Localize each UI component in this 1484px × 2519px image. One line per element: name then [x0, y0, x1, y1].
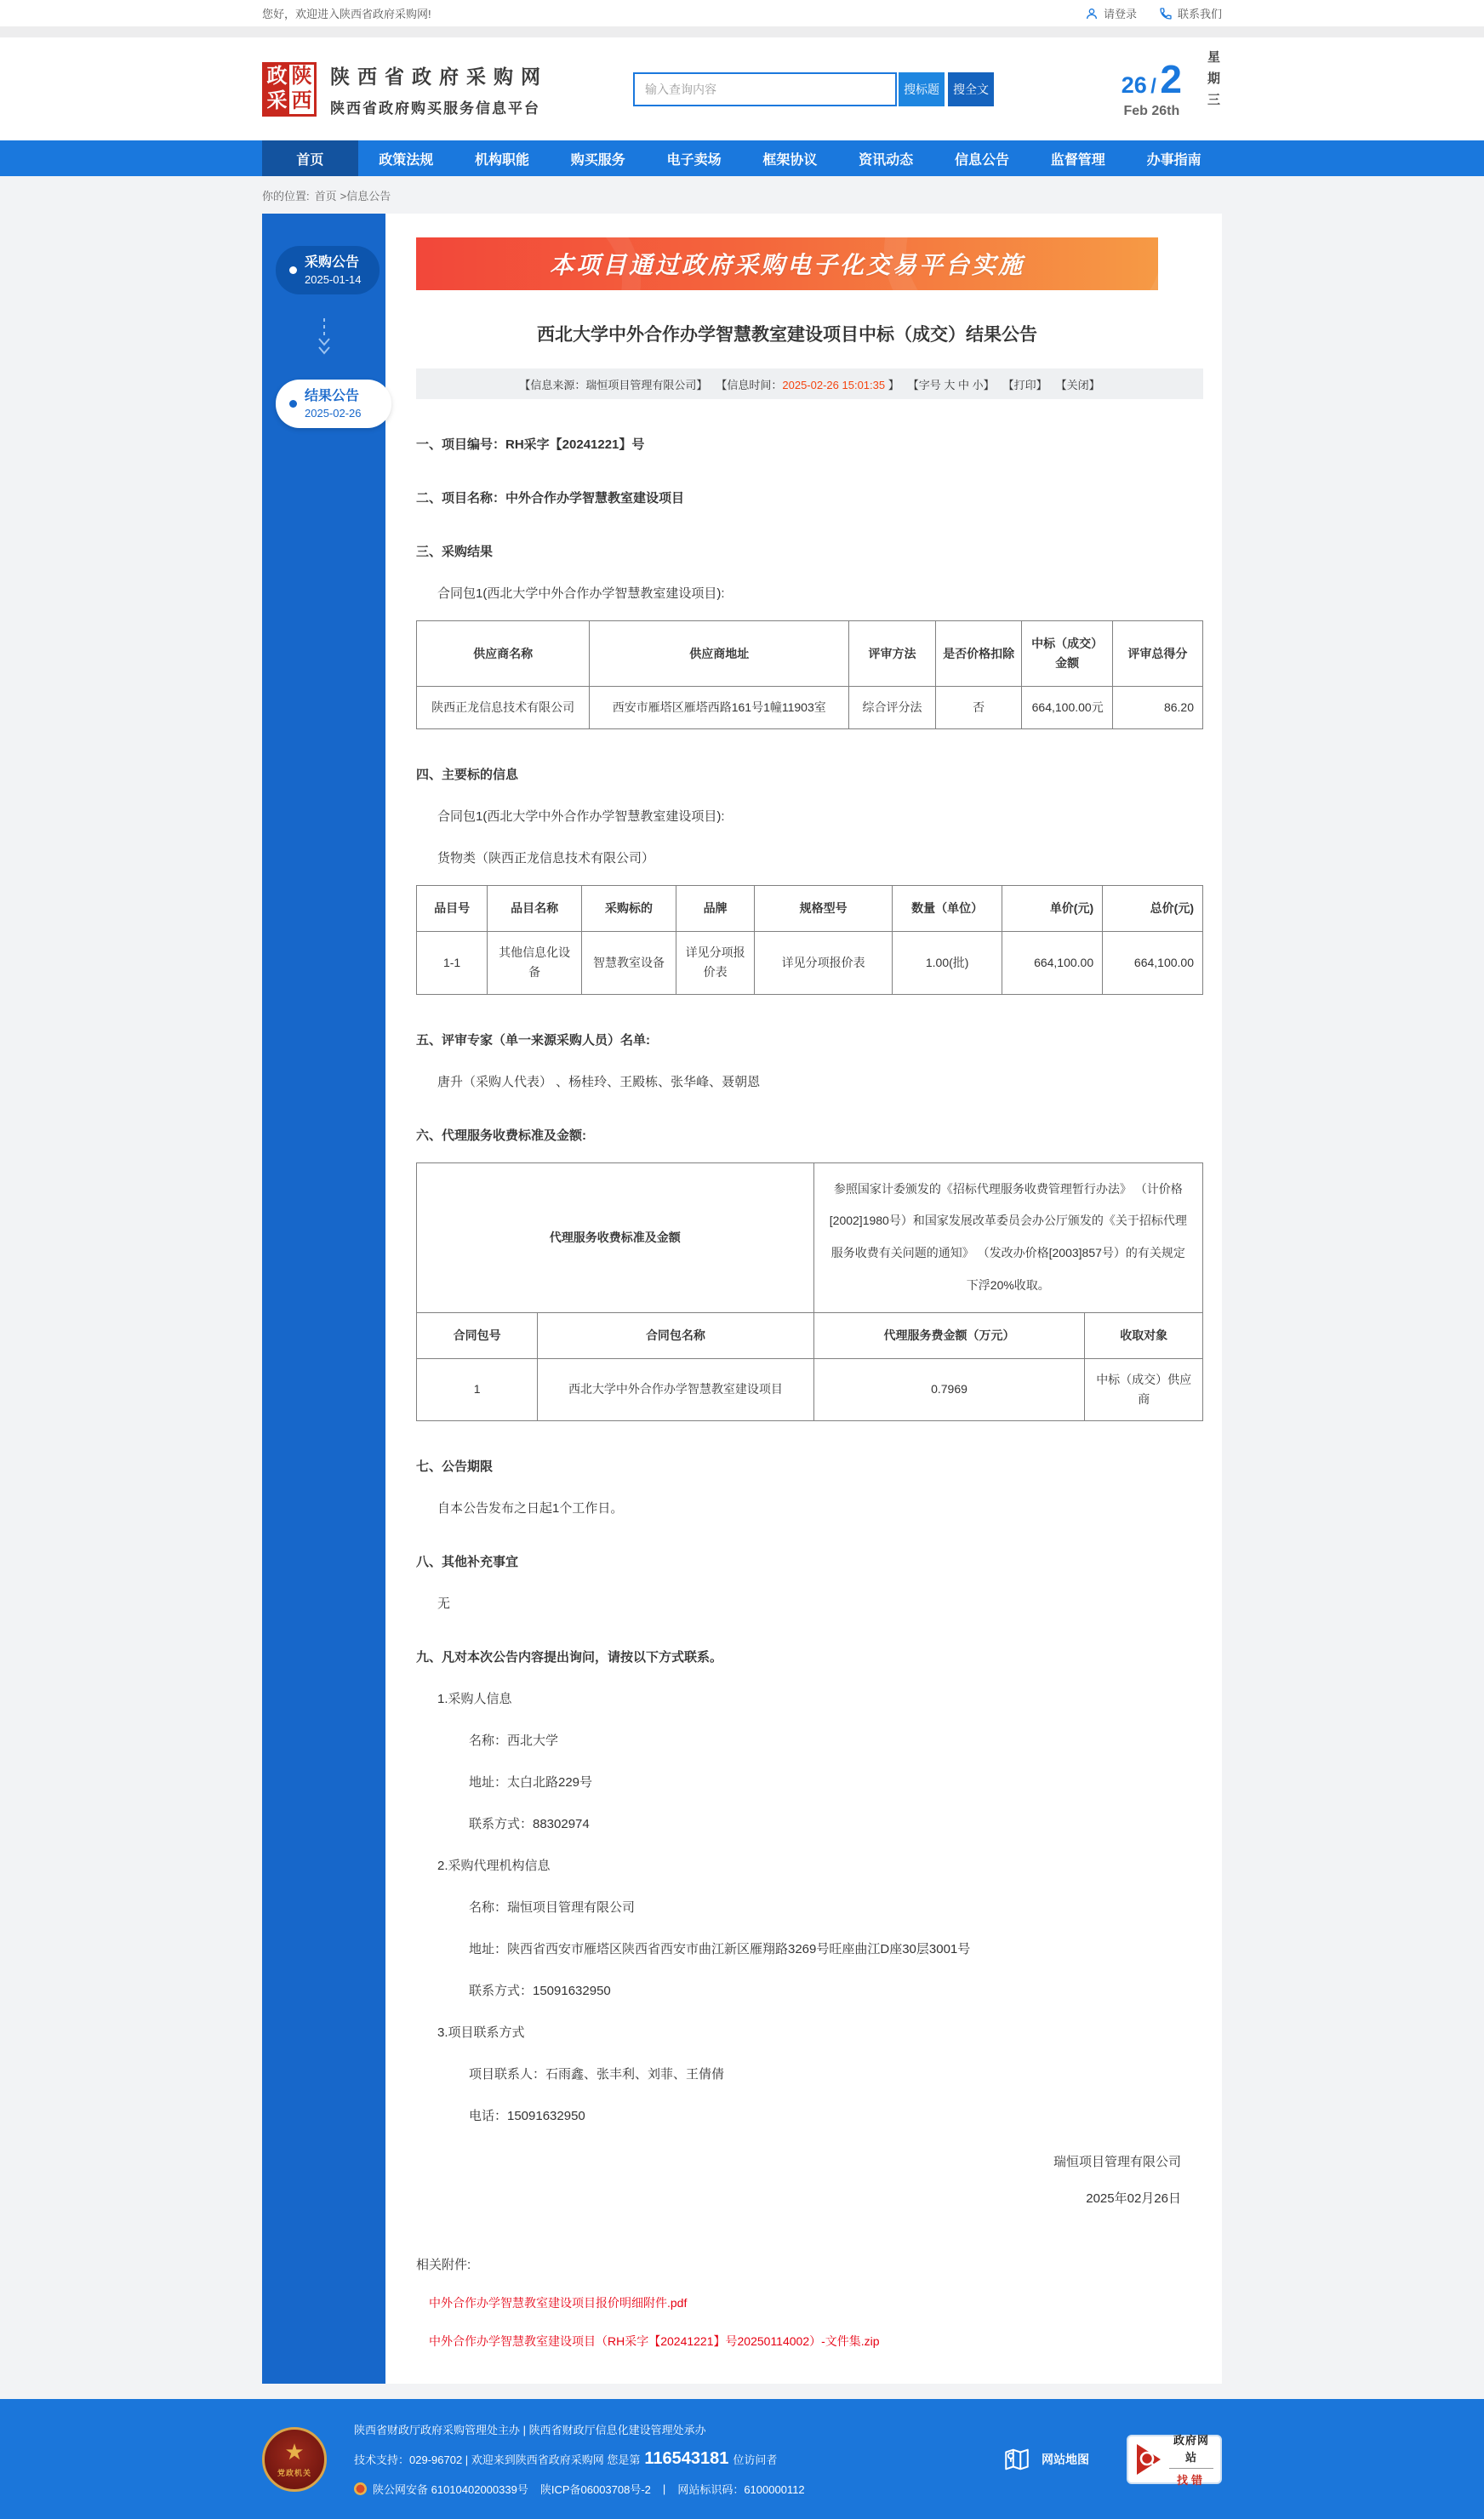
table-row [417, 687, 1203, 729]
logo-char: 政 [266, 65, 288, 88]
emblem-star-icon: ★ [284, 2438, 305, 2465]
login-link[interactable] [1085, 5, 1137, 21]
nav-item-e-mall[interactable]: 电子卖场 [666, 152, 722, 168]
sidebar-item-date: 2025-01-14 [305, 272, 362, 286]
table-cell: 664,100.00元 [1022, 687, 1112, 729]
breadcrumb-label: 你的位置: [262, 189, 310, 203]
nav-item-functions[interactable]: 机构职能 [474, 152, 529, 168]
contact-us-label: 联系我们 [1177, 8, 1222, 20]
table-header-row [417, 1312, 1203, 1358]
beian-gongan-link[interactable]: 陕公网安备 61010402000339号 [373, 2483, 528, 2497]
search-input[interactable] [633, 72, 897, 106]
timeline-dot [289, 266, 297, 274]
phone-icon [1159, 7, 1173, 20]
logo-char: 西 [291, 89, 312, 112]
site-identification-code: 网站标识码：6100000112 [677, 2483, 805, 2497]
table-header-cell: 合同包名称 [538, 1312, 813, 1358]
search-title-button[interactable]: 搜标题 [899, 72, 945, 106]
nav-item-purchase-services[interactable]: 购买服务 [570, 152, 625, 168]
sidebar-item-procurement-announcement[interactable] [276, 246, 380, 294]
sitemap-link[interactable] [1002, 2445, 1089, 2474]
purchaser-name: 名称：西北大学 [469, 1734, 559, 1749]
user-icon [1085, 7, 1099, 20]
sidebar-item-result-announcement[interactable] [276, 380, 391, 428]
table-cell: 参照国家计委颁发的《招标代理服务收费管理暂行办法》 （计价格[2002]1980号）和国家发展改革委员会办公厅颁发的《关于招标代理服务收费有关问题的通知》 （发改办价格[2003]857号）的有关规定下浮20%收取。 [813, 1162, 1202, 1312]
table-cell: 详见分项报价表 [676, 932, 754, 994]
search-fulltext-button[interactable]: 搜全文 [948, 72, 994, 106]
table-header-cell: 规格型号 [755, 886, 893, 932]
party-government-emblem [262, 2427, 327, 2492]
section-2-project-name: 二、项目名称：中外合作办学智慧教室建设项目 [416, 491, 685, 506]
site-subtitle: 陕西省政府购买服务信息平台 [330, 100, 540, 117]
purchaser-address: 地址：太白北路229号 [469, 1775, 593, 1791]
sitemap-label: 网站地图 [1042, 2452, 1089, 2466]
table-row [417, 1358, 1203, 1420]
footer-separator: | [662, 2482, 666, 2496]
table-header-cell: 品牌 [676, 886, 754, 932]
table-cell: 西北大学中外合作办学智慧教室建设项目 [538, 1358, 813, 1420]
banner-text: 本项目通过政府采购电子化交易平台实施 [549, 252, 1025, 278]
agency-address: 地址：陕西省西安市雁塔区陕西省西安市曲江新区雁翔路3269号旺座曲江D座30层3001号 [469, 1942, 971, 1957]
table-header-cell: 品目名称 [488, 886, 582, 932]
font-size-controls[interactable]: 【字号 大 中 小】 [907, 378, 995, 391]
site-footer [0, 2399, 1484, 2519]
table-cell: 陕西正龙信息技术有限公司 [417, 687, 590, 729]
top-utility-bar [0, 0, 1484, 26]
purchaser-phone: 联系方式：88302974 [469, 1817, 590, 1832]
nav-item-home[interactable]: 首页 [262, 140, 358, 176]
map-icon [1002, 2445, 1031, 2474]
gov-site-find-error-badge[interactable] [1127, 2433, 1222, 2487]
table-header-cell: 是否价格扣除 [935, 621, 1022, 687]
table-row [417, 932, 1203, 994]
table-cell: 西安市雁塔区雁塔西路161号1幢11903室 [590, 687, 849, 729]
agency-fee-table [416, 1162, 1203, 1421]
section-6-heading: 六、代理服务收费标准及金额: [416, 1128, 586, 1143]
agency-phone: 联系方式：15091632950 [469, 1984, 611, 1999]
print-button[interactable]: 【打印】 [1002, 378, 1047, 391]
find-error-bottom-label: 找错 [1169, 2468, 1213, 2488]
table-cell: 664,100.00 [1103, 932, 1203, 994]
table-cell: 代理服务收费标准及金额 [417, 1162, 814, 1312]
page-title: 西北大学中外合作办学智慧教室建设项目中标（成交）结果公告 [537, 325, 1037, 345]
nav-item-news[interactable]: 资讯动态 [859, 152, 914, 168]
date-widget [1122, 50, 1222, 129]
footer-visitor-line [354, 2449, 805, 2469]
table-header-cell: 数量（单位） [892, 886, 1002, 932]
visitor-count: 116543181 [644, 2449, 729, 2469]
close-button[interactable]: 【关闭】 [1055, 378, 1100, 391]
date-slash: / [1150, 74, 1156, 98]
signoff-org: 瑞恒项目管理有限公司 [1053, 2155, 1181, 2170]
footer-gap [0, 2384, 1484, 2399]
table-header-cell: 收取对象 [1085, 1312, 1203, 1358]
main-nav [0, 140, 1484, 176]
nav-item-announcements[interactable]: 信息公告 [954, 152, 1009, 168]
contract-package-line: 合同包1(西北大学中外合作办学智慧教室建设项目): [437, 809, 725, 825]
sidebar-item-title: 结果公告 [305, 389, 360, 404]
footer-organizer-line: 陕西省财政厅政府采购管理处主办 | 陕西省财政厅信息化建设管理处承办 [354, 2424, 706, 2437]
beian-icp-link[interactable]: 陕ICP备06003708号-2 [539, 2483, 651, 2497]
project-contacts: 项目联系人：石雨鑫、张丰利、刘菲、王倩倩 [469, 2067, 725, 2082]
section-9-heading: 九、凡对本次公告内容提出询问，请按以下方式联系。 [416, 1650, 723, 1665]
breadcrumb-current: >信息公告 [340, 189, 391, 203]
table-header-cell: 供应商地址 [590, 621, 849, 687]
nav-item-service-guide[interactable]: 办事指南 [1146, 152, 1201, 168]
meta-source: 【信息来源：瑞恒项目管理有限公司】 [519, 378, 708, 391]
welcome-text: 您好，欢迎进入陕西省政府采购网! [262, 8, 431, 20]
table-cell: 否 [935, 687, 1022, 729]
table-header-cell: 单价(元) [1002, 886, 1103, 932]
other-matters: 无 [437, 1597, 451, 1612]
logo-char: 采 [266, 89, 288, 112]
site-title: 陕西省政府采购网 [330, 65, 548, 88]
search-bar [633, 72, 994, 106]
timeline-arrow [262, 317, 385, 359]
table-cell: 1-1 [417, 932, 488, 994]
table-cell: 1 [417, 1358, 538, 1420]
agency-name: 名称：瑞恒项目管理有限公司 [469, 1900, 636, 1916]
contact-us-link[interactable] [1159, 5, 1222, 21]
project-contact-title: 3.项目联系方式 [437, 2025, 525, 2041]
sidebar-item-title: 采购公告 [305, 255, 360, 270]
section-5-heading: 五、评审专家（单一来源采购人员）名单: [416, 1032, 650, 1048]
table-cell: 664,100.00 [1002, 932, 1103, 994]
bid-subject-table [416, 885, 1203, 994]
purchaser-info-title: 1.采购人信息 [437, 1692, 512, 1707]
expert-list: 唐升（采购人代表） 、杨桂玲、王殿栋、张华峰、聂朝恩 [437, 1074, 761, 1089]
meta-time [716, 376, 899, 392]
table-header-cell: 评审方法 [849, 621, 936, 687]
meta-time-label: 【信息时间： [716, 378, 783, 391]
announcement-period: 自本公告发布之日起1个工作日。 [437, 1501, 624, 1517]
public-security-badge-icon [354, 2482, 367, 2495]
emblem-text: 党政机关 [277, 2468, 311, 2477]
table-header-row [417, 886, 1203, 932]
table-header-cell: 供应商名称 [417, 621, 590, 687]
table-cell: 其他信息化设备 [488, 932, 582, 994]
table-header-cell: 评审总得分 [1112, 621, 1202, 687]
table-header-cell: 中标（成交）金额 [1022, 621, 1112, 687]
date-month: 2 [1160, 56, 1182, 101]
section-4-heading: 四、主要标的信息 [416, 768, 519, 783]
attachment-link-zip[interactable]: 中外合作办学智慧教室建设项目（RH采字【20241221】号20250114002）-文件集.zip [429, 2334, 880, 2349]
section-1-project-number: 一、项目编号：RH采字【20241221】号 [416, 437, 645, 452]
table-row [417, 1162, 1203, 1312]
contract-package-line: 合同包1(西北大学中外合作办学智慧教室建设项目): [437, 586, 725, 601]
meta-time-close: 】 [888, 378, 899, 391]
section-3-heading: 三、采购结果 [416, 545, 494, 559]
signoff-date: 2025年02月26日 [1086, 2191, 1181, 2207]
table-cell: 1.00(批) [892, 932, 1002, 994]
table-header-row [417, 621, 1203, 687]
agency-info-title: 2.采购代理机构信息 [437, 1859, 551, 1874]
section-7-heading: 七、公告期限 [416, 1459, 494, 1475]
find-error-top-label: 政府网站 [1173, 2433, 1209, 2464]
footer-support-text: 技术支持：029-96702 | 欢迎来到陕西省政府采购网 您是第 [354, 2453, 641, 2467]
table-header-cell: 合同包号 [417, 1312, 538, 1358]
find-error-logo-icon [1135, 2442, 1164, 2476]
project-phone: 电话：15091632950 [469, 2109, 585, 2124]
table-header-cell: 总价(元) [1103, 886, 1203, 932]
announcement-timeline-sidebar [262, 214, 385, 2384]
table-cell: 86.20 [1112, 687, 1202, 729]
table-header-cell: 品目号 [417, 886, 488, 932]
meta-time-value: 2025-02-26 15:01:35 [782, 378, 886, 391]
divider-strip [0, 26, 1484, 37]
footer-visitor-suffix: 位访问者 [733, 2453, 778, 2467]
site-header [0, 37, 1484, 140]
sidebar-item-date: 2025-02-26 [305, 406, 362, 420]
timeline-dot [289, 400, 297, 408]
nav-item-supervision[interactable]: 监督管理 [1050, 152, 1105, 168]
date-day: 26 [1121, 71, 1147, 98]
article-main [385, 214, 1222, 2384]
table-cell: 详见分项报价表 [755, 932, 893, 994]
nav-item-framework-agreement[interactable]: 框架协议 [762, 152, 818, 168]
signoff-block [416, 2153, 1203, 2208]
table-header-cell: 代理服务费金额（万元） [813, 1312, 1085, 1358]
breadcrumb-home-link[interactable]: 首页 [314, 189, 337, 203]
e-trading-platform-banner [416, 237, 1158, 290]
logo-char: 陕 [291, 65, 312, 88]
weekday-text: 星期三 [1206, 49, 1220, 114]
attachment-link-pdf[interactable]: 中外合作办学智慧教室建设项目报价明细附件.pdf [429, 2296, 688, 2311]
table-cell: 综合评分法 [849, 687, 936, 729]
attachments-label: 相关附件: [416, 2258, 471, 2273]
breadcrumb [262, 176, 1222, 214]
goods-category-line: 货物类（陕西正龙信息技术有限公司） [437, 851, 655, 866]
site-logo[interactable] [262, 62, 317, 117]
date-english: Feb 26th [1123, 103, 1180, 118]
table-header-cell: 采购标的 [582, 886, 676, 932]
table-cell: 中标（成交）供应商 [1085, 1358, 1203, 1420]
procurement-result-table [416, 620, 1203, 729]
section-8-heading: 八、其他补充事宜 [416, 1555, 519, 1570]
nav-item-policies[interactable]: 政策法规 [379, 152, 434, 168]
table-cell: 0.7969 [813, 1358, 1085, 1420]
table-cell: 智慧教室设备 [582, 932, 676, 994]
article-meta-bar [416, 368, 1203, 399]
footer-beian-line [354, 2481, 805, 2497]
login-label: 请登录 [1103, 8, 1137, 20]
